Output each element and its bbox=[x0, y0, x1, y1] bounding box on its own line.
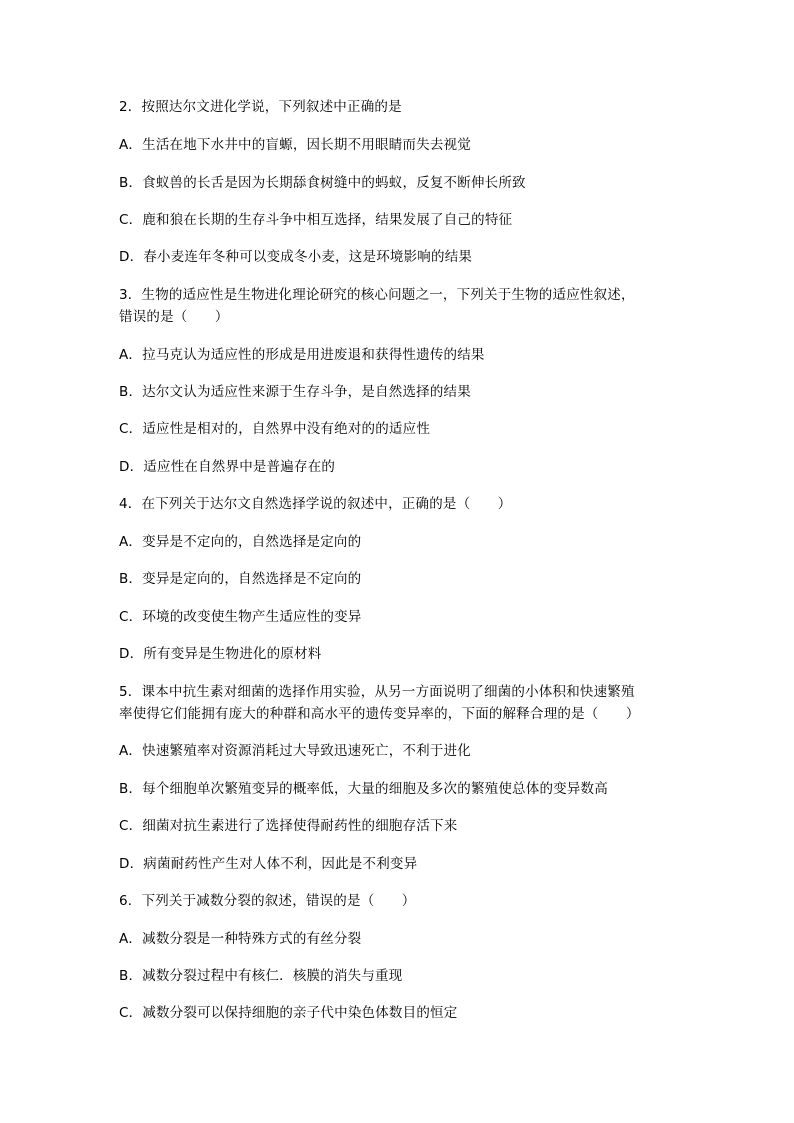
question-3-stem-line-1: 3．生物的适应性是生物进化理论研究的核心问题之一，下列关于生物的适应性叙述， bbox=[119, 287, 635, 303]
question-3-option-c: C．适应性是相对的，自然界中没有绝对的的适应性 bbox=[119, 421, 431, 437]
question-5-option-c: C．细菌对抗生素进行了选择使得耐药性的细胞存活下来 bbox=[119, 818, 458, 834]
question-5-option-b: B．每个细胞单次繁殖变异的概率低，大量的细胞及多次的繁殖使总体的变异数高 bbox=[119, 781, 608, 797]
question-4-option-d: D．所有变异是生物进化的原材料 bbox=[119, 646, 322, 662]
question-3-option-a: A．拉马克认为适应性的形成是用进废退和获得性遗传的结果 bbox=[119, 347, 485, 363]
question-6-option-a: A．减数分裂是一种特殊方式的有丝分裂 bbox=[119, 931, 362, 947]
question-5-stem-line-1: 5．课本中抗生素对细菌的选择作用实验，从另一方面说明了细菌的小体积和快速繁殖 bbox=[119, 684, 635, 700]
question-5-option-d: D．病菌耐药性产生对人体不利，因此是不利变异 bbox=[119, 856, 418, 872]
question-4-stem: 4．在下列关于达尔文自然选择学说的叙述中，正确的是（ ） bbox=[119, 496, 512, 512]
question-2-option-d: D．春小麦连年冬种可以变成冬小麦，这是环境影响的结果 bbox=[119, 249, 473, 265]
question-4-option-b: B．变异是定向的，自然选择是不定向的 bbox=[119, 571, 362, 587]
question-3-option-d: D．适应性在自然界中是普遍存在的 bbox=[119, 459, 336, 475]
question-6-stem: 6．下列关于减数分裂的叙述，错误的是（ ） bbox=[119, 893, 416, 909]
question-6-option-c: C．减数分裂可以保持细胞的亲子代中染色体数目的恒定 bbox=[119, 1005, 458, 1021]
question-5-stem-line-2: 率使得它们能拥有庞大的种群和高水平的遗传变异率的，下面的解释合理的是（ ） bbox=[119, 706, 640, 722]
question-2-option-a: A．生活在地下水井中的盲螈，因长期不用眼睛而失去视觉 bbox=[119, 137, 471, 153]
question-4-option-c: C．环境的改变使生物产生适应性的变异 bbox=[119, 609, 362, 625]
question-3-option-b: B．达尔文认为适应性来源于生存斗争，是自然选择的结果 bbox=[119, 384, 471, 400]
question-4-option-a: A．变异是不定向的，自然选择是定向的 bbox=[119, 534, 362, 550]
question-5-option-a: A．快速繁殖率对资源消耗过大导致迅速死亡，不利于进化 bbox=[119, 743, 471, 759]
question-2-option-c: C．鹿和狼在长期的生存斗争中相互选择，结果发展了自己的特征 bbox=[119, 212, 513, 228]
question-2-stem: 2．按照达尔文进化学说，下列叙述中正确的是 bbox=[119, 99, 402, 115]
question-3-stem-line-2: 错误的是（ ） bbox=[119, 309, 229, 325]
question-6-option-b: B．减数分裂过程中有核仁．核膜的消失与重现 bbox=[119, 968, 403, 984]
question-2-option-b: B．食蚁兽的长舌是因为长期舔食树缝中的蚂蚁，反复不断伸长所致 bbox=[119, 175, 526, 191]
